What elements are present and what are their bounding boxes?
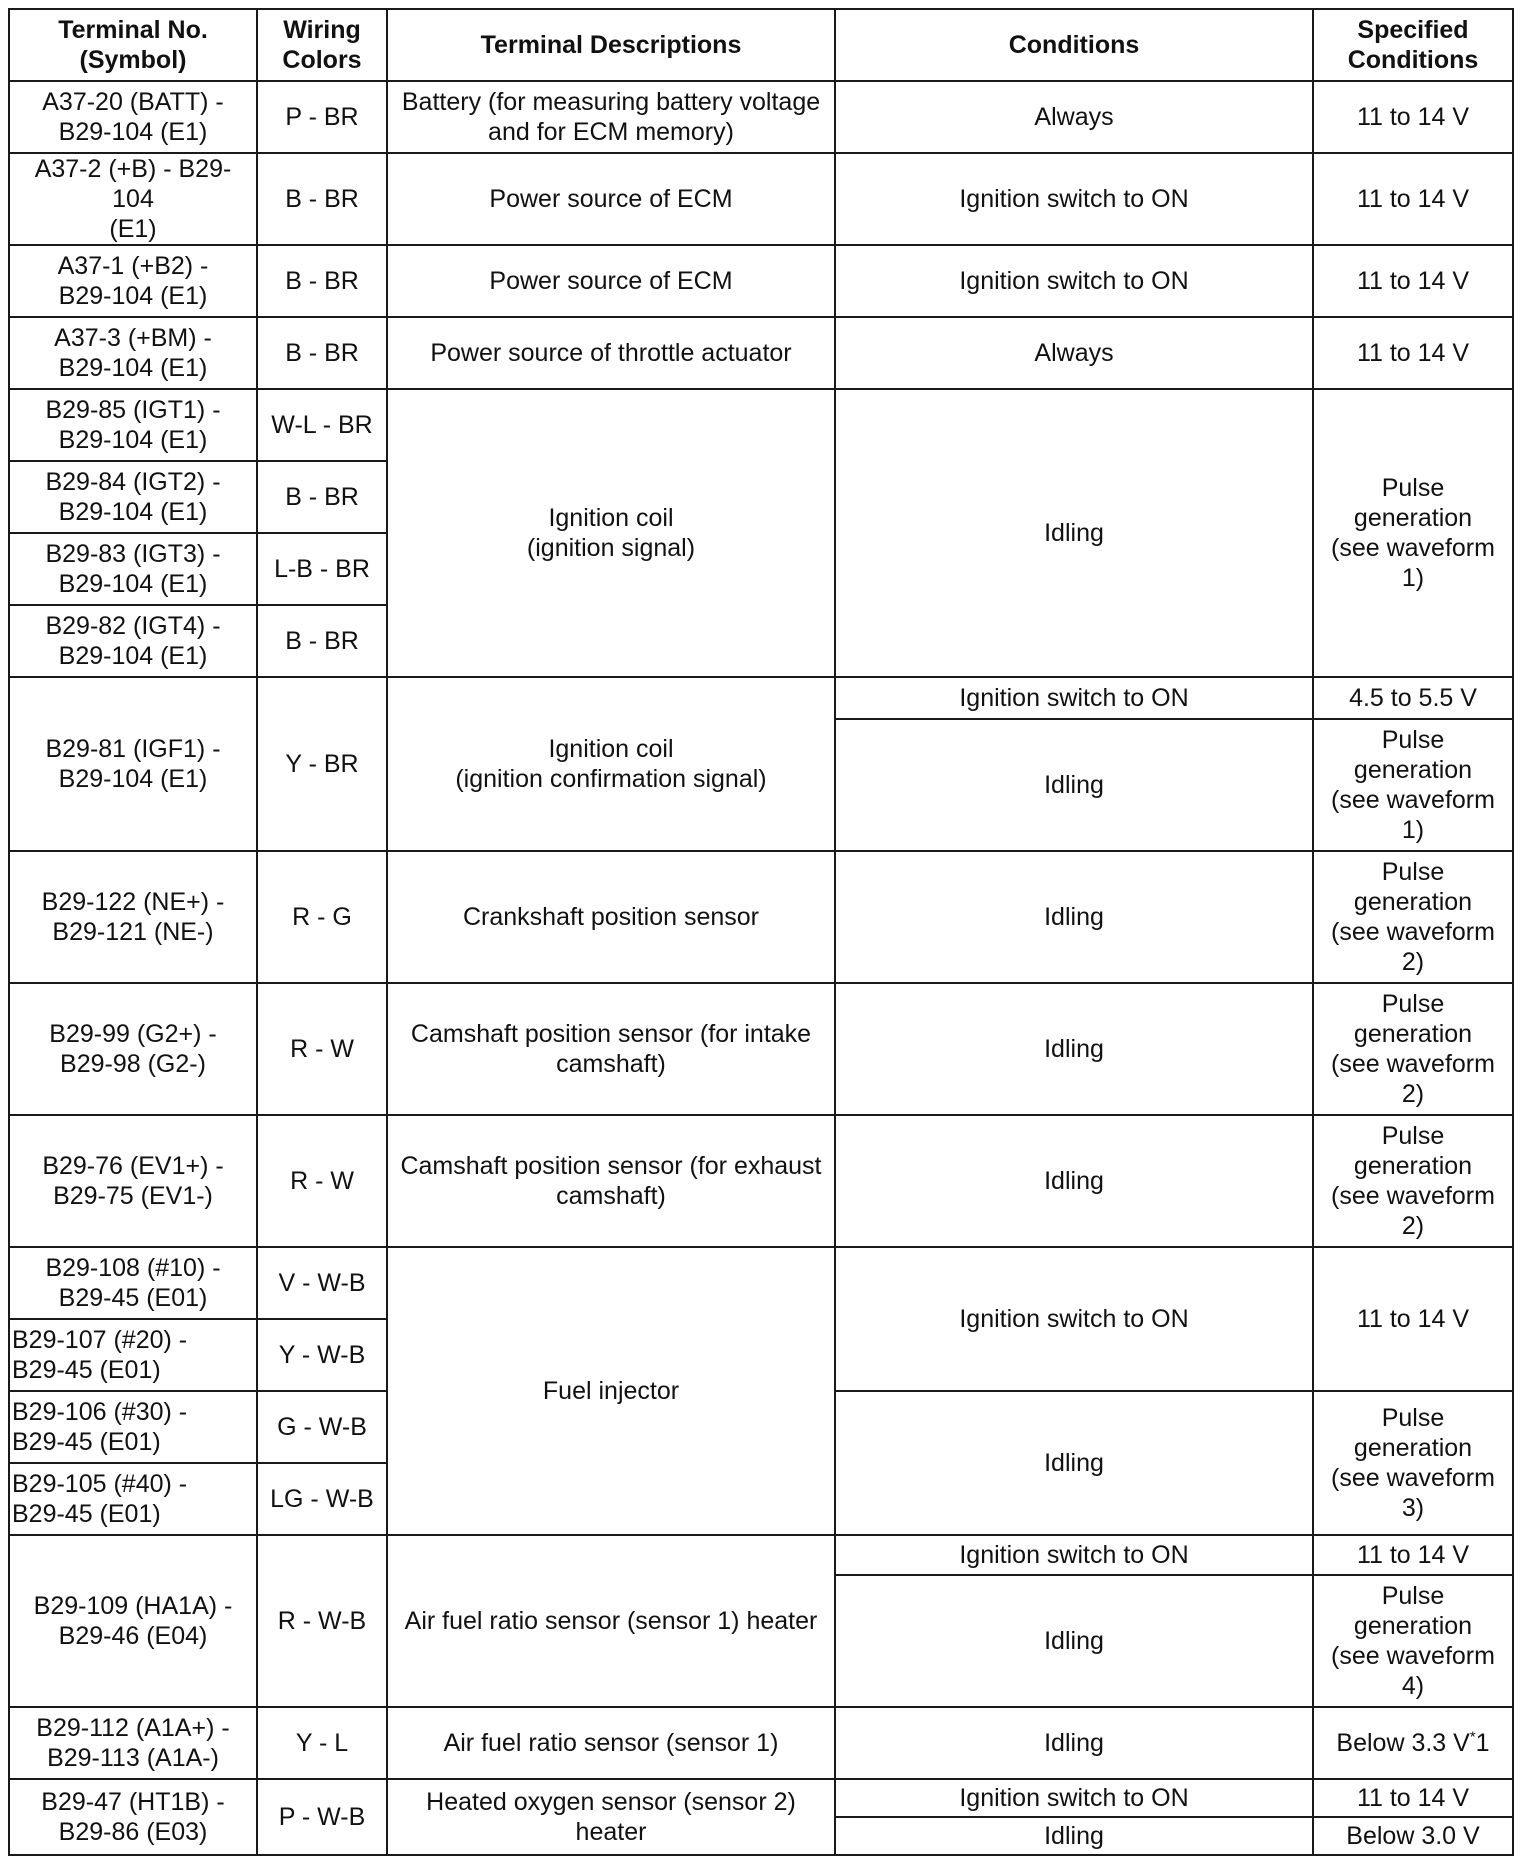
condition-cell: Ignition switch to ON: [835, 1535, 1313, 1575]
spec-cell: 4.5 to 5.5 V: [1313, 677, 1513, 719]
condition-cell: Idling: [835, 389, 1313, 677]
spec-cell: 11 to 14 V: [1313, 1247, 1513, 1391]
spec-cell: 11 to 14 V: [1313, 81, 1513, 153]
header-description: Terminal Descriptions: [387, 9, 835, 81]
description-cell: Battery (for measuring battery voltage and for ECM memory): [387, 81, 835, 153]
terminal-cell: B29-109 (HA1A) - B29-46 (E04): [9, 1535, 257, 1707]
description-cell: Ignition coil (ignition signal): [387, 389, 835, 677]
spec-cell: Pulse generation (see waveform 1): [1313, 389, 1513, 677]
condition-cell: Ignition switch to ON: [835, 1779, 1313, 1817]
table-row: [9, 1535, 1513, 1575]
wiring-cell: B - BR: [257, 461, 387, 533]
spec-cell: 11 to 14 V: [1313, 245, 1513, 317]
spec-cell: [1313, 1707, 1513, 1779]
header-terminal: Terminal No. (Symbol): [9, 9, 257, 81]
condition-cell: Idling: [835, 719, 1313, 851]
terminal-cell: A37-20 (BATT) - B29-104 (E1): [9, 81, 257, 153]
condition-cell: Idling: [835, 1391, 1313, 1535]
spec-value: Below 3.3 V: [1336, 1729, 1470, 1757]
table-row: [9, 677, 1513, 719]
spec-cell: 11 to 14 V: [1313, 1779, 1513, 1817]
spec-cell: 11 to 14 V: [1313, 317, 1513, 389]
table-row: [9, 389, 1513, 461]
wiring-cell: B - BR: [257, 605, 387, 677]
terminal-cell: B29-112 (A1A+) - B29-113 (A1A-): [9, 1707, 257, 1779]
wiring-cell: R - W: [257, 1115, 387, 1247]
terminal-spec-table: [8, 8, 1514, 1856]
spec-cell: Pulse generation (see waveform 4): [1313, 1575, 1513, 1707]
condition-cell: Idling: [835, 1575, 1313, 1707]
spec-cell: 11 to 14 V: [1313, 1535, 1513, 1575]
header-wiring: Wiring Colors: [257, 9, 387, 81]
wiring-cell: B - BR: [257, 317, 387, 389]
description-cell: Power source of ECM: [387, 245, 835, 317]
table-row: [9, 983, 1513, 1115]
wiring-cell: B - BR: [257, 245, 387, 317]
wiring-cell: R - W: [257, 983, 387, 1115]
table-row: [9, 1115, 1513, 1247]
table-row: [9, 245, 1513, 317]
wiring-cell: P - BR: [257, 81, 387, 153]
table-row: [9, 1779, 1513, 1817]
wiring-cell: Y - L: [257, 1707, 387, 1779]
table-row: [9, 1707, 1513, 1779]
wiring-cell: P - W-B: [257, 1779, 387, 1855]
wiring-cell: R - W-B: [257, 1535, 387, 1707]
table-row: [9, 317, 1513, 389]
description-cell: Heated oxygen sensor (sensor 2) heater: [387, 1779, 835, 1855]
terminal-cell: B29-85 (IGT1) - B29-104 (E1): [9, 389, 257, 461]
spec-cell: Pulse generation (see waveform 2): [1313, 983, 1513, 1115]
table-row: [9, 851, 1513, 983]
header-row: [9, 9, 1513, 81]
terminal-cell: B29-106 (#30) - B29-45 (E01): [9, 1391, 257, 1463]
condition-cell: Always: [835, 81, 1313, 153]
terminal-cell: B29-108 (#10) - B29-45 (E01): [9, 1247, 257, 1319]
condition-cell: Idling: [835, 983, 1313, 1115]
terminal-cell: B29-84 (IGT2) - B29-104 (E1): [9, 461, 257, 533]
condition-cell: Ignition switch to ON: [835, 245, 1313, 317]
description-cell: Crankshaft position sensor: [387, 851, 835, 983]
description-cell: Camshaft position sensor (for intake camshaft): [387, 983, 835, 1115]
wiring-cell: Y - BR: [257, 677, 387, 851]
condition-cell: Ignition switch to ON: [835, 1247, 1313, 1391]
wiring-cell: W-L - BR: [257, 389, 387, 461]
table-row: [9, 153, 1513, 245]
terminal-cell: B29-99 (G2+) - B29-98 (G2-): [9, 983, 257, 1115]
description-cell: Power source of throttle actuator: [387, 317, 835, 389]
terminal-cell: B29-81 (IGF1) - B29-104 (E1): [9, 677, 257, 851]
spec-cell: 11 to 14 V: [1313, 153, 1513, 245]
terminal-cell: B29-105 (#40) - B29-45 (E01): [9, 1463, 257, 1535]
footnote-marker: *: [1469, 1728, 1476, 1746]
description-cell: Fuel injector: [387, 1247, 835, 1535]
terminal-cell: B29-122 (NE+) - B29-121 (NE-): [9, 851, 257, 983]
condition-cell: Idling: [835, 851, 1313, 983]
description-cell: Camshaft position sensor (for exhaust camshaft): [387, 1115, 835, 1247]
spec-cell: Below 3.0 V: [1313, 1817, 1513, 1855]
terminal-cell: B29-82 (IGT4) - B29-104 (E1): [9, 605, 257, 677]
terminal-cell: B29-83 (IGT3) - B29-104 (E1): [9, 533, 257, 605]
condition-cell: Always: [835, 317, 1313, 389]
description-cell: Ignition coil (ignition confirmation signal): [387, 677, 835, 851]
description-cell: Power source of ECM: [387, 153, 835, 245]
spec-cell: Pulse generation (see waveform 2): [1313, 851, 1513, 983]
wiring-cell: G - W-B: [257, 1391, 387, 1463]
terminal-cell: B29-107 (#20) - B29-45 (E01): [9, 1319, 257, 1391]
condition-cell: Idling: [835, 1707, 1313, 1779]
condition-cell: Ignition switch to ON: [835, 677, 1313, 719]
wiring-cell: L-B - BR: [257, 533, 387, 605]
header-specified: Specified Conditions: [1313, 9, 1513, 81]
description-cell: Air fuel ratio sensor (sensor 1) heater: [387, 1535, 835, 1707]
description-cell: Air fuel ratio sensor (sensor 1): [387, 1707, 835, 1779]
header-conditions: Conditions: [835, 9, 1313, 81]
terminal-cell: A37-1 (+B2) - B29-104 (E1): [9, 245, 257, 317]
wiring-cell: R - G: [257, 851, 387, 983]
condition-cell: Idling: [835, 1817, 1313, 1855]
condition-cell: Idling: [835, 1115, 1313, 1247]
table-row: [9, 81, 1513, 153]
terminal-spec-table-wrapper: [8, 8, 1512, 1856]
wiring-cell: V - W-B: [257, 1247, 387, 1319]
terminal-cell: A37-2 (+B) - B29-104 (E1): [9, 153, 257, 245]
terminal-cell: B29-47 (HT1B) - B29-86 (E03): [9, 1779, 257, 1855]
terminal-cell: B29-76 (EV1+) - B29-75 (EV1-): [9, 1115, 257, 1247]
spec-cell: Pulse generation (see waveform 3): [1313, 1391, 1513, 1535]
spec-cell: Pulse generation (see waveform 1): [1313, 719, 1513, 851]
table-row: [9, 1247, 1513, 1319]
wiring-cell: LG - W-B: [257, 1463, 387, 1535]
wiring-cell: Y - W-B: [257, 1319, 387, 1391]
wiring-cell: B - BR: [257, 153, 387, 245]
terminal-cell: A37-3 (+BM) - B29-104 (E1): [9, 317, 257, 389]
condition-cell: Ignition switch to ON: [835, 153, 1313, 245]
spec-cell: Pulse generation (see waveform 2): [1313, 1115, 1513, 1247]
footnote-number: 1: [1475, 1729, 1490, 1757]
